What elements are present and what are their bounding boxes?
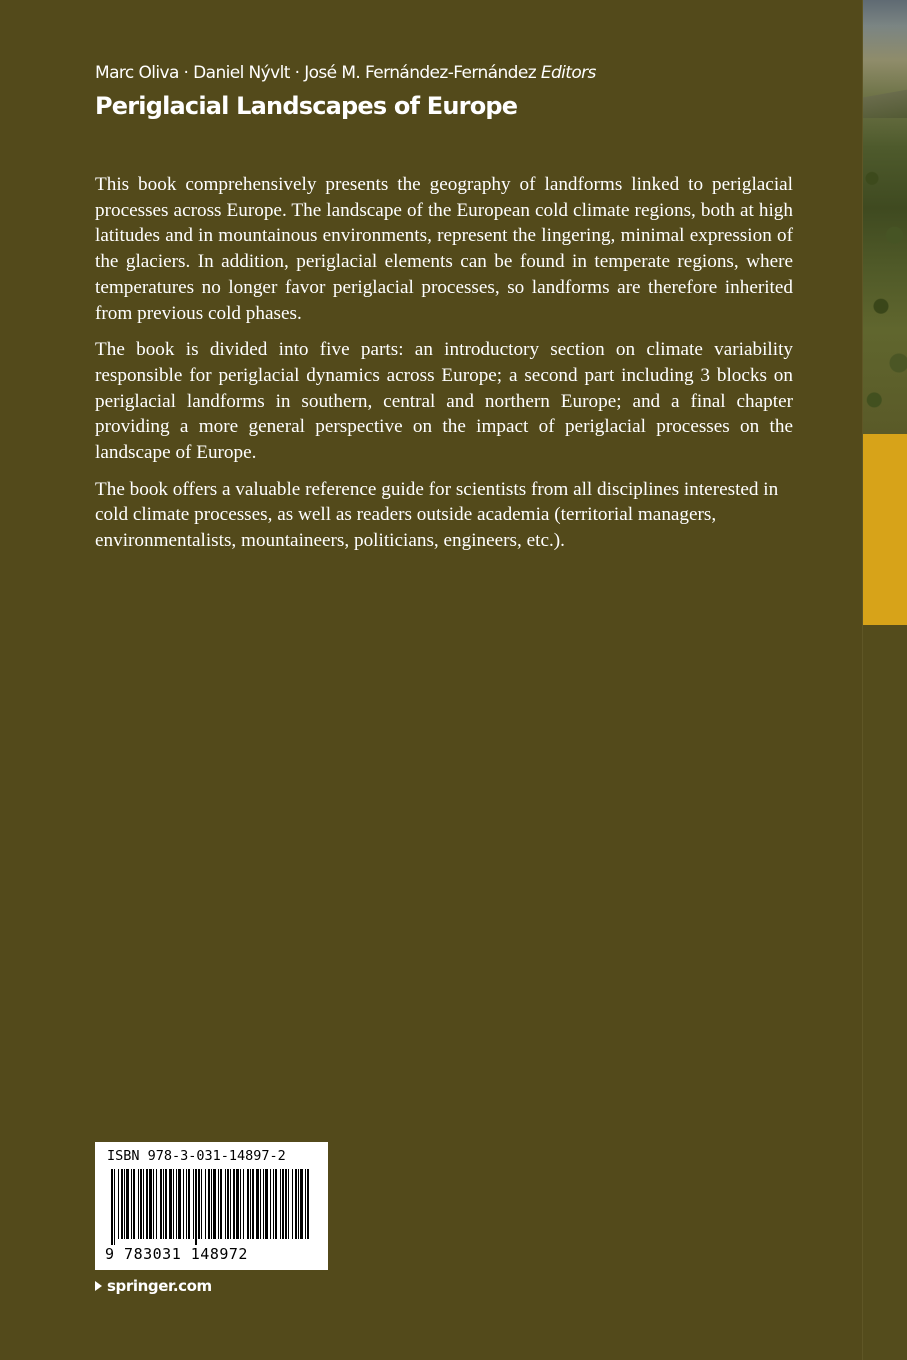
editors-names: Marc Oliva · Daniel Nývlt · José M. Fernández-Fernández <box>95 63 537 83</box>
publisher-url: springer.com <box>107 1277 212 1295</box>
blurb-paragraph-1: This book comprehensively presents the geography of landforms linked to periglacial processes across Europe. The landscape of the European cold climate regions, both at high latitudes and in mountainous environments, represent the lingering, minimal expression of the glaciers. In addition, periglacial elements can be found in temperate regions, where temperatures no longer favor periglacial processes, so landforms are therefore inherited from previous cold phases. <box>95 174 793 324</box>
blurb-paragraph-3: The book offers a valuable reference guide for scientists from all disciplines interested in cold climate processes, as well as readers outside academia (territorial managers, environmentalists, mountaineers, politicians, engineers, etc.). <box>95 478 779 552</box>
spine-lower-panel <box>863 625 907 1360</box>
spine-color-band <box>863 434 907 625</box>
isbn-label: ISBN 978-3-031-14897-2 <box>107 1148 286 1164</box>
publisher-link[interactable] <box>95 1277 212 1295</box>
arrow-right-icon <box>95 1281 102 1291</box>
barcode-digits: 9 783031 148972 <box>105 1245 248 1263</box>
editors-role: Editors <box>540 63 596 83</box>
isbn-barcode-box <box>95 1142 328 1270</box>
mountain-ridge <box>863 78 907 118</box>
blurb <box>95 172 793 565</box>
forest-texture <box>863 150 907 434</box>
spine-landscape-photo <box>863 0 907 434</box>
editors-line <box>95 63 596 83</box>
spine-strip <box>862 0 907 1360</box>
barcode-graphic <box>105 1169 318 1245</box>
book-title: Periglacial Landscapes of Europe <box>95 92 518 120</box>
blurb-paragraph-2: The book is divided into five parts: an introductory section on climate variability responsible for periglacial dynamics across Europe; a second part including 3 blocks on periglacial landforms in southern, central and northern Europe; and a final chapter providing a more general perspective on the impact of periglacial processes on the landscape of Europe. <box>95 339 793 464</box>
